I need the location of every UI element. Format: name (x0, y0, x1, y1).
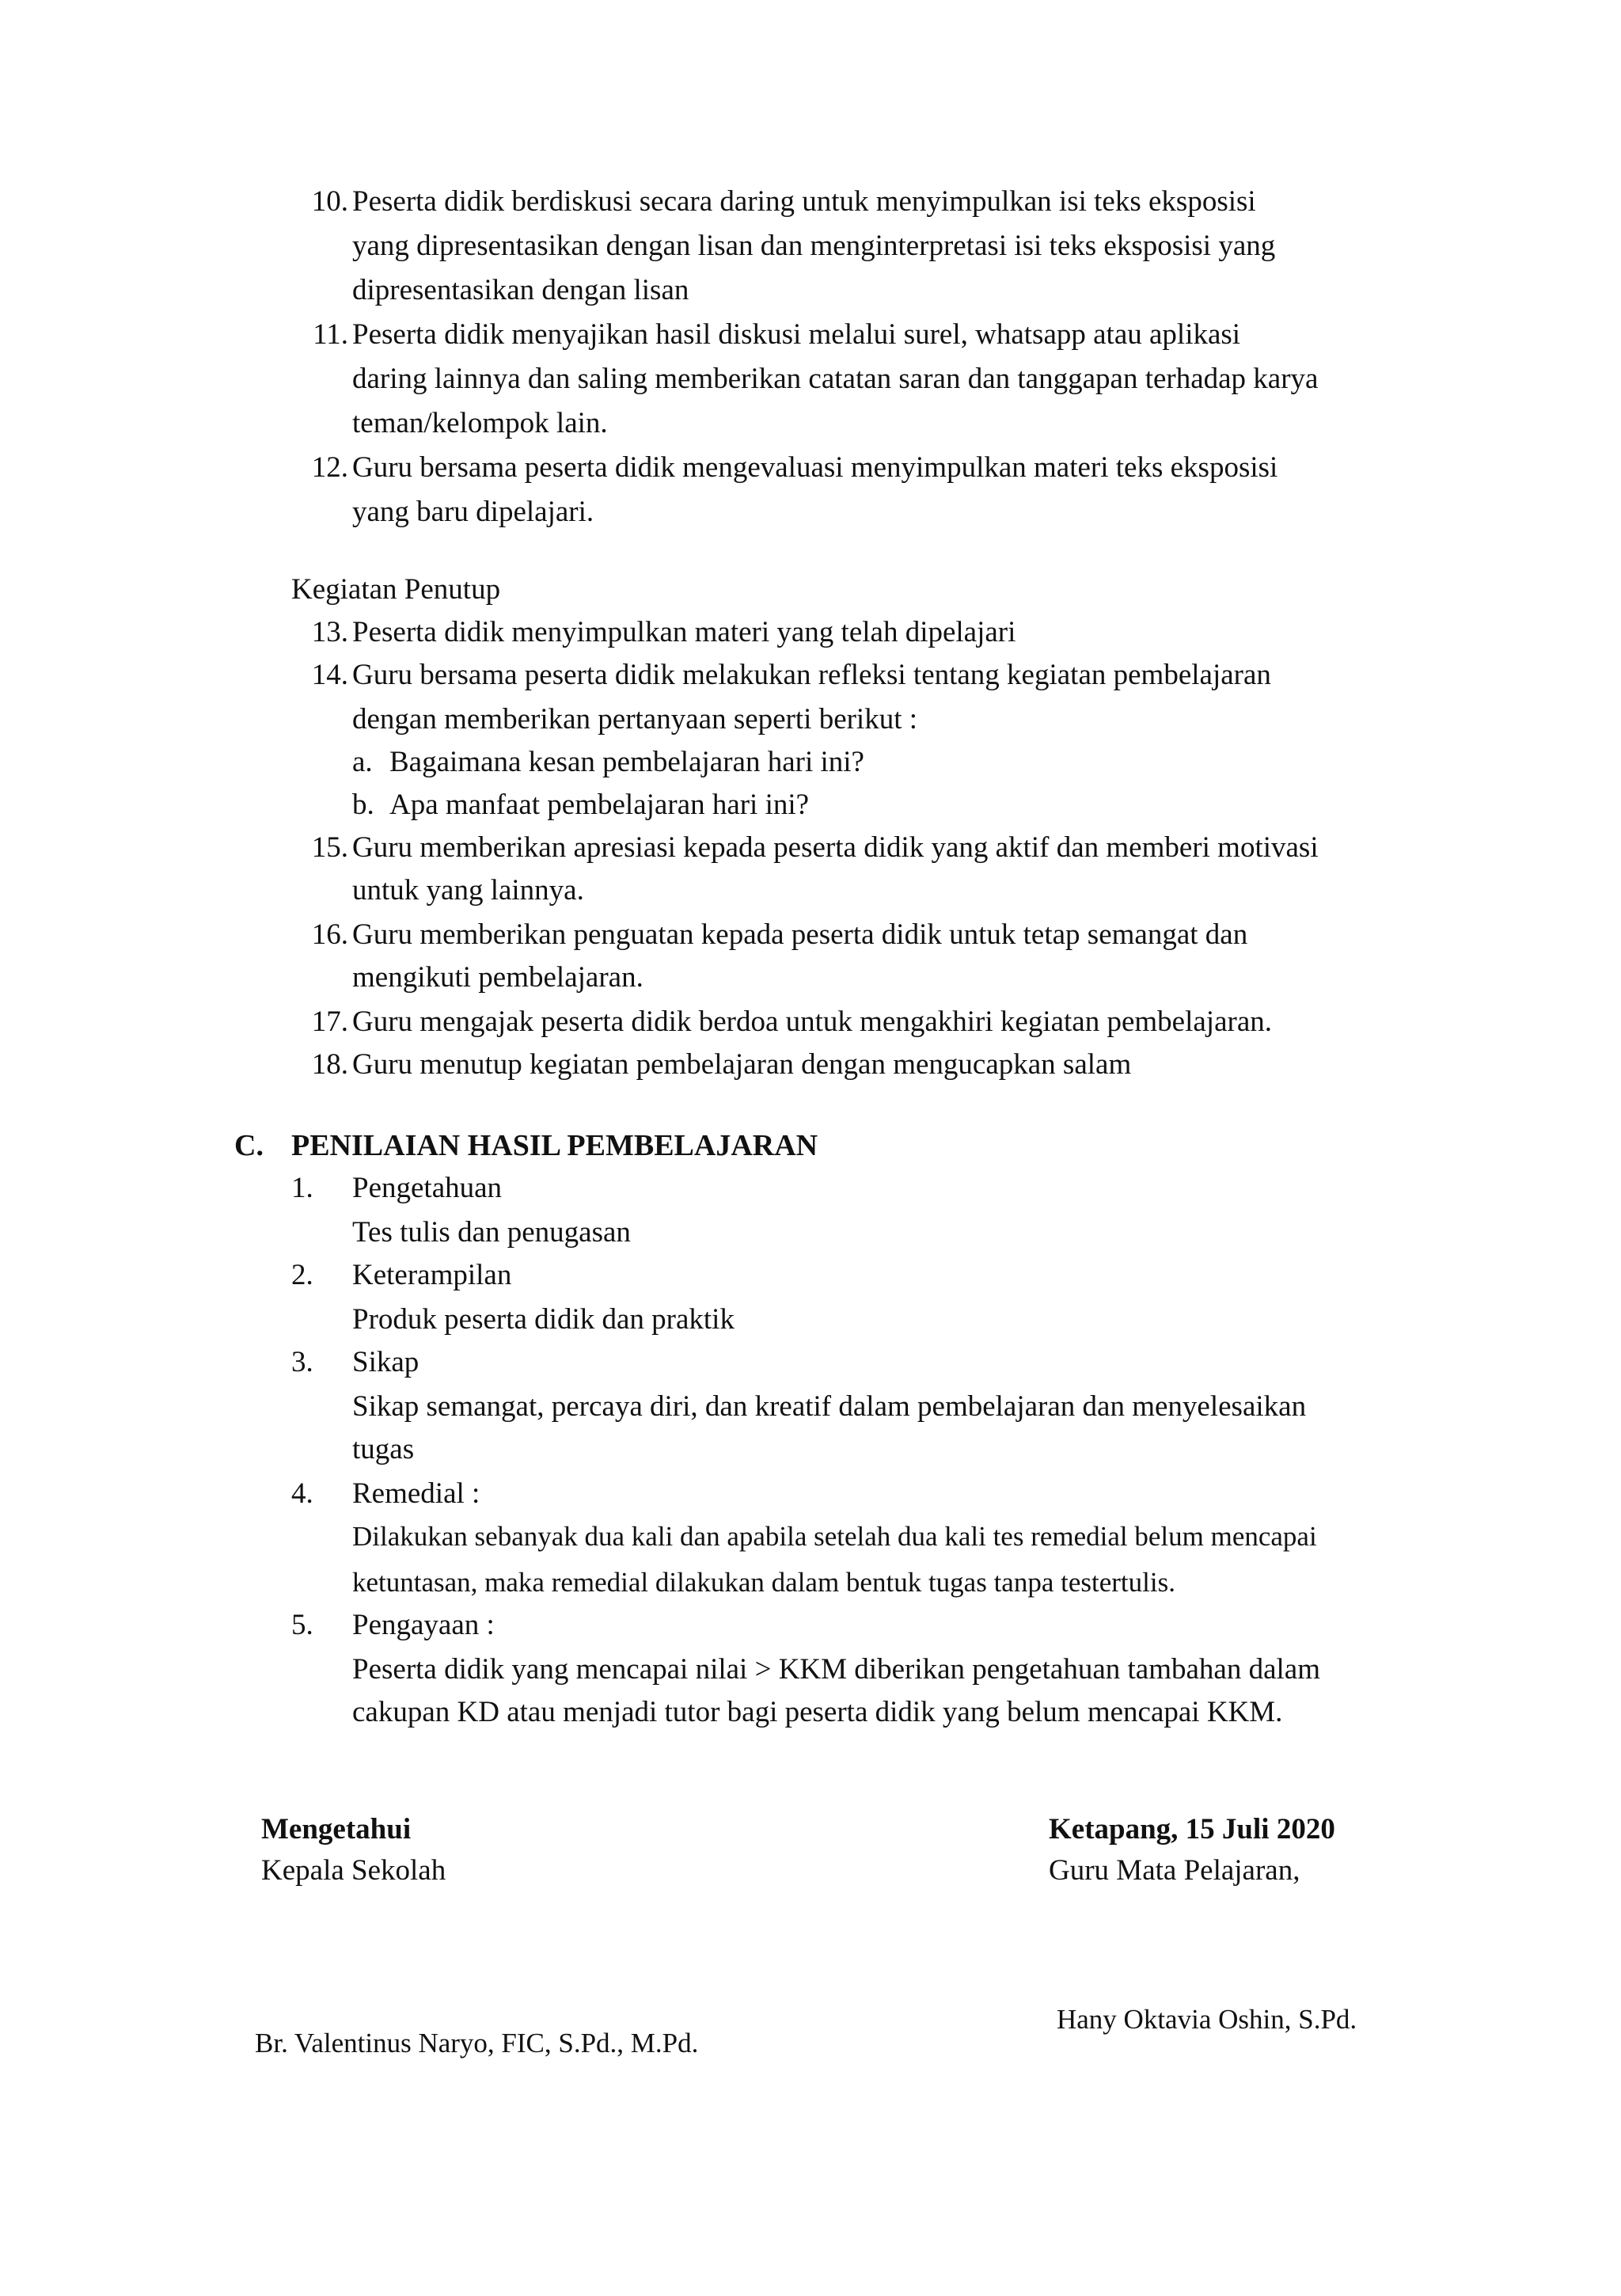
list-item-text: Guru bersama peserta didik mengevaluasi menyimpulkan materi teks eksposisi (352, 451, 1278, 484)
sub-list-text: Bagaimana kesan pembelajaran hari ini? (389, 746, 864, 778)
list-item-text: Produk peserta didik dan praktik (352, 1303, 735, 1336)
list-item-text: cakupan KD atau menjadi tutor bagi peserta didik yang belum mencapai KKM. (352, 1696, 1283, 1728)
signature-right-name: Hany Oktavia Oshin, S.Pd. (1057, 2004, 1357, 2035)
section-title: PENILAIAN HASIL PEMBELAJARAN (291, 1129, 818, 1162)
list-number: 14. (311, 659, 348, 691)
list-item-text: Guru mengajak peserta didik berdoa untuk mengakhiri kegiatan pembelajaran. (352, 1005, 1272, 1038)
list-number: 16. (311, 918, 348, 951)
closing-section-title: Kegiatan Penutup (291, 573, 501, 606)
signature-right-role: Guru Mata Pelajaran, (1049, 1854, 1300, 1887)
signature-left-heading: Mengetahui (261, 1813, 412, 1846)
list-item-text: yang dipresentasikan dengan lisan dan menginterpretasi isi teks eksposisi yang (352, 230, 1276, 262)
list-item-text: ketuntasan, maka remedial dilakukan dalam bentuk tugas tanpa testertulis. (352, 1567, 1175, 1598)
list-number: 5. (291, 1609, 313, 1641)
list-item-label: Pengayaan : (352, 1609, 495, 1641)
list-item-text: tugas (352, 1433, 415, 1465)
sub-list-letter: b. (352, 789, 374, 821)
list-item-label: Sikap (352, 1346, 419, 1378)
list-item-text: teman/kelompok lain. (352, 407, 608, 439)
list-item-text: Sikap semangat, percaya diri, dan kreatif dalam pembelajaran dan menyelesaikan (352, 1390, 1307, 1423)
list-number: 13. (311, 616, 348, 648)
sub-list-text: Apa manfaat pembelajaran hari ini? (389, 789, 810, 821)
list-number: 18. (311, 1048, 348, 1081)
list-item-text: Peserta didik menyajikan hasil diskusi melalui surel, whatsapp atau aplikasi (352, 318, 1241, 351)
signature-left-role: Kepala Sekolah (261, 1854, 446, 1887)
list-item-label: Keterampilan (352, 1259, 512, 1291)
section-letter: C. (234, 1129, 264, 1162)
list-item-text: Guru menutup kegiatan pembelajaran dengan mengucapkan salam (352, 1048, 1132, 1081)
list-number: 11. (313, 318, 348, 351)
list-item-text: untuk yang lainnya. (352, 874, 584, 907)
list-number: 15. (311, 831, 348, 864)
list-number: 17. (311, 1005, 348, 1038)
list-item-label: Remedial : (352, 1477, 480, 1510)
signature-right-heading: Ketapang, 15 Juli 2020 (1049, 1813, 1335, 1846)
list-item-text: Guru memberikan penguatan kepada peserta didik untuk tetap semangat dan (352, 918, 1248, 951)
list-item-text: Guru bersama peserta didik melakukan refleksi tentang kegiatan pembelajaran (352, 659, 1271, 691)
list-item-text: dengan memberikan pertanyaan seperti berikut : (352, 703, 918, 736)
list-item-text: Peserta didik yang mencapai nilai > KKM diberikan pengetahuan tambahan dalam (352, 1653, 1320, 1686)
list-number: 2. (291, 1259, 313, 1291)
list-item-text: Peserta didik menyimpulkan materi yang telah dipelajari (352, 616, 1016, 648)
list-item-text: dipresentasikan dengan lisan (352, 274, 689, 306)
list-item-text: mengikuti pembelajaran. (352, 961, 643, 994)
list-number: 12. (311, 451, 348, 484)
list-item-text: daring lainnya dan saling memberikan catatan saran dan tanggapan terhadap karya (352, 363, 1319, 395)
list-item-text: Tes tulis dan penugasan (352, 1216, 631, 1249)
list-item-text: Dilakukan sebanyak dua kali dan apabila setelah dua kali tes remedial belum mencapai (352, 1521, 1317, 1552)
list-number: 3. (291, 1346, 313, 1378)
list-number: 4. (291, 1477, 313, 1510)
signature-left-name: Br. Valentinus Naryo, FIC, S.Pd., M.Pd. (255, 2028, 699, 2058)
sub-list-letter: a. (352, 746, 373, 778)
list-item-text: yang baru dipelajari. (352, 496, 594, 528)
list-item-text: Guru memberikan apresiasi kepada peserta didik yang aktif dan memberi motivasi (352, 831, 1319, 864)
list-item-label: Pengetahuan (352, 1172, 503, 1204)
list-item-text: Peserta didik berdiskusi secara daring untuk menyimpulkan isi teks eksposisi (352, 185, 1256, 218)
list-number: 10. (311, 185, 348, 218)
list-number: 1. (291, 1172, 313, 1204)
